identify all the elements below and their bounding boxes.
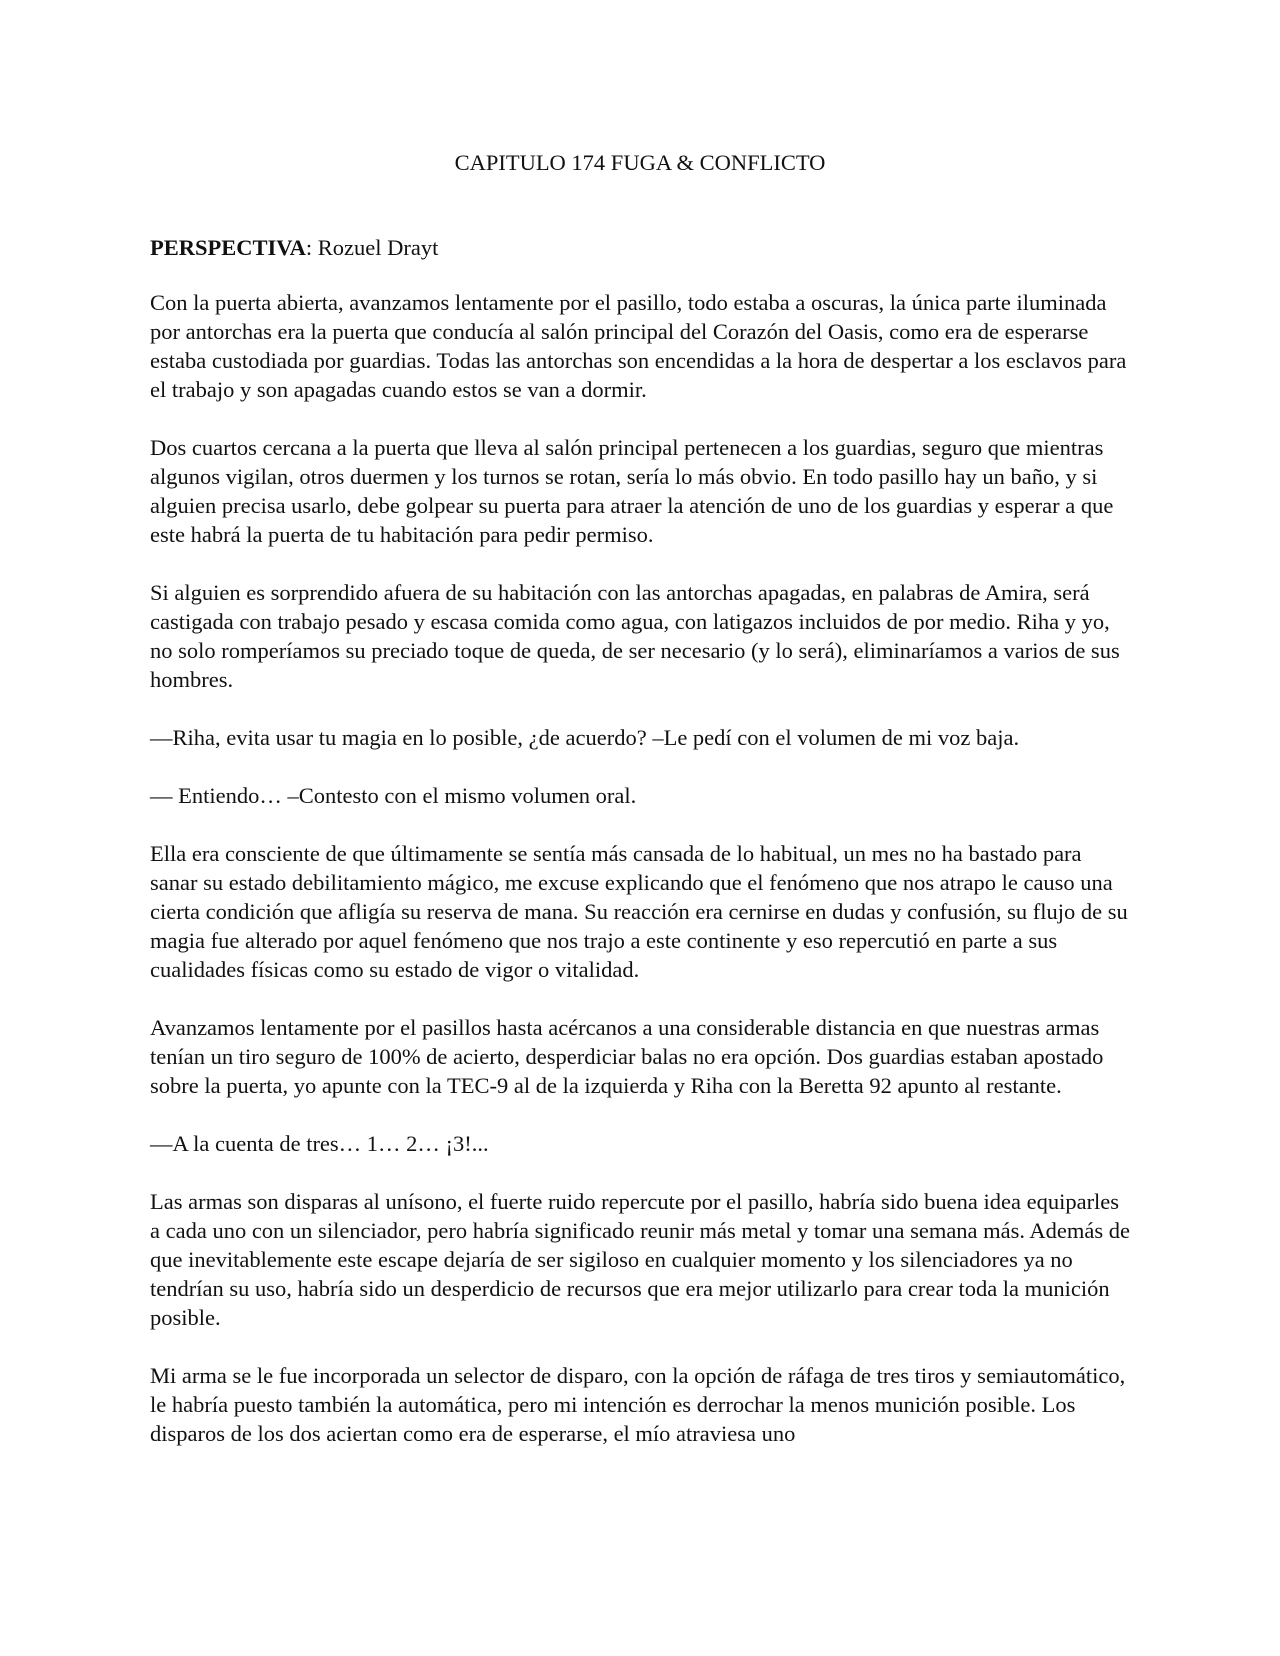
paragraph-3: Si alguien es sorprendido afuera de su habitación con las antorchas apagadas, en palabras de Amira, será castigada con trabajo pesado y escasa comida como agua, con latigazos incluidos de por medio. Riha y yo, no solo romperíamos su preciado toque de queda, de ser necesario (y lo será), eliminaríamos a varios de sus hombres. — [150, 580, 1120, 692]
dialogue-line-2: — Entiendo… –Contesto con el mismo volumen oral. — [150, 783, 637, 808]
paragraph-5: Avanzamos lentamente por el pasillos hasta acércanos a una considerable distancia en que nuestras armas tenían un tiro seguro de 100% de acierto, desperdiciar balas no era opción. Dos guardias estaban apostado sobre la puerta, yo apunte con la TEC-9 al de la izquierda y Riha con la Beretta 92 apunto al restante. — [150, 1015, 1104, 1098]
document-page — [150, 148, 1130, 1477]
paragraph-4: Ella era consciente de que últimamente se sentía más cansada de lo habitual, un mes no ha bastado para sanar su estado debilitamiento mágico, me excuse explicando que el fenómeno que nos atrapo le causo una cierta condición que afligía su reserva de mana. Su reacción era cernirse en dudas y confusión, su flujo de su magia fue alterado por aquel fenómeno que nos trajo a este continente y eso repercutió en parte a sus cualidades físicas como su estado de vigor o vitalidad. — [150, 841, 1128, 982]
paragraph-7: Mi arma se le fue incorporada un selector de disparo, con la opción de ráfaga de tres tiros y semiautomático, le habría puesto también la automática, pero mi intención es derrochar la menos munición posible. Los disparos de los dos aciertan como era de esperarse, el mío atraviesa uno — [150, 1363, 1126, 1446]
paragraph-6: Las armas son disparas al unísono, el fuerte ruido repercute por el pasillo, habría sido buena idea equiparles a cada uno con un silenciador, pero habría significado reunir más metal y tomar una semana más. Además de que inevitablemente este escape dejaría de ser sigiloso en cualquier momento y los silenciadores ya no tendrían su uso, habría sido un desperdicio de recursos que era mejor utilizarlo para crear toda la munición posible. — [150, 1189, 1131, 1330]
dialogue-line-3: —A la cuenta de tres… 1… 2… ¡3!... — [150, 1131, 489, 1156]
perspective-label: PERSPECTIVA — [150, 235, 306, 260]
chapter-title: CAPITULO 174 FUGA & CONFLICTO — [454, 150, 826, 175]
perspective-line — [150, 233, 1130, 262]
paragraph-2: Dos cuartos cercana a la puerta que lleva al salón principal pertenecen a los guardias, seguro que mientras algunos vigilan, otros duermen y los turnos se rotan, sería lo más obvio. En todo pasillo hay un baño, y si alguien precisa usarlo, debe golpear su puerta para atraer la atención de uno de los guardias y esperar a que este habrá la puerta de tu habitación para pedir permiso. — [150, 435, 1114, 547]
paragraph-1: Con la puerta abierta, avanzamos lentamente por el pasillo, todo estaba a oscuras, la única parte iluminada por antorchas era la puerta que conducía al salón principal del Corazón del Oasis, como era de esperarse estaba custodiada por guardias. Todas las antorchas son encendidas a la hora de despertar a los esclavos para el trabajo y son apagadas cuando estos se van a dormir. — [150, 290, 1127, 402]
perspective-value: : Rozuel Drayt — [305, 235, 439, 260]
dialogue-line-1: —Riha, evita usar tu magia en lo posible, ¿de acuerdo? –Le pedí con el volumen de mi voz baja. — [150, 725, 1020, 750]
